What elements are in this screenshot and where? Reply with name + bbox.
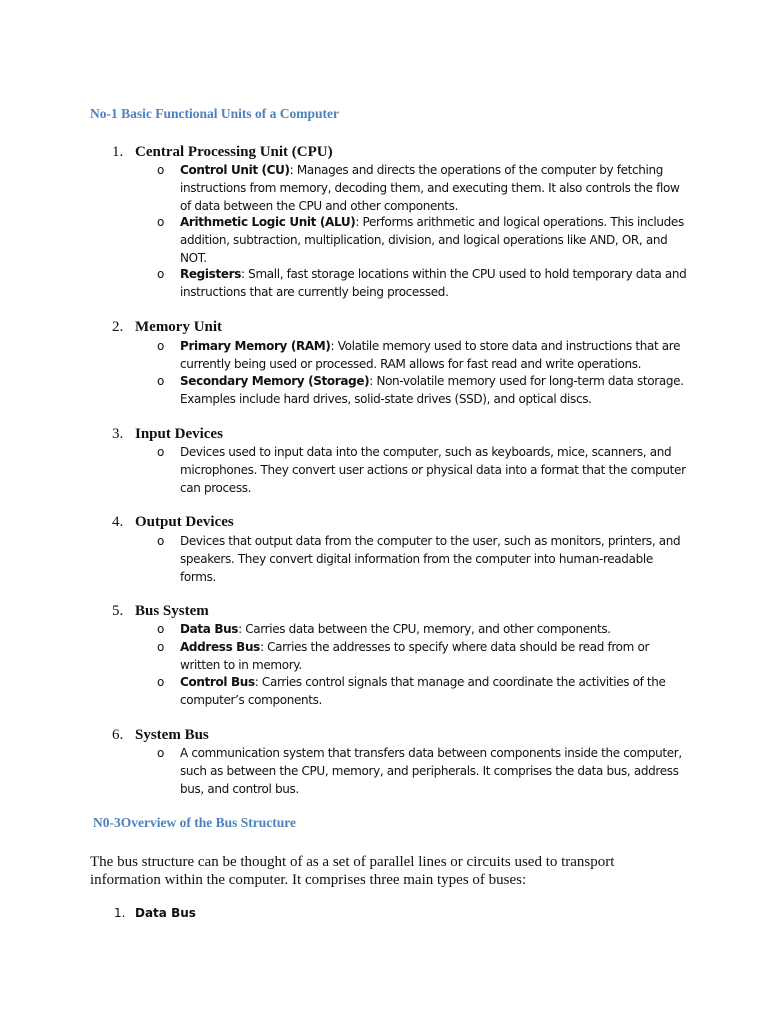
bullet-icon: o — [157, 215, 164, 229]
item-text: : Carries the addresses to specify where data should be read from or written to in memory. — [180, 640, 650, 672]
section-number: 5. — [112, 603, 124, 619]
item-term: Secondary Memory (Storage) — [180, 374, 370, 388]
bullet-icon: o — [157, 534, 164, 548]
item-label: Data Bus — [135, 906, 196, 920]
item-text: Devices used to input data into the computer, such as keyboards, mice, scanners, and microphones. They convert user actions or physical data into a format that the computer can process. — [180, 445, 686, 495]
item-text: : Volatile memory used to store data and instructions that are currently being used or processed. RAM allows for fast read and write operations. — [180, 339, 681, 371]
section-title-text: Bus System — [135, 603, 209, 619]
item-term: Arithmetic Logic Unit (ALU) — [180, 215, 356, 229]
section-number: 4. — [112, 514, 124, 530]
list-item — [157, 161, 687, 215]
item-text: : Small, fast storage locations within the CPU used to hold temporary data and instructions that are currently being processed. — [180, 267, 687, 299]
section-title-text: Input Devices — [135, 426, 223, 442]
section-number: 1. — [112, 144, 124, 160]
list-item — [157, 620, 687, 638]
section-number: 6. — [112, 727, 124, 743]
item-term: Data Bus — [180, 622, 239, 636]
bullet-icon: o — [157, 339, 164, 353]
item-text: : Manages and directs the operations of the computer by fetching instructions from memory, decoding them, and executing them. It also controls the flow of data between the CPU and other components. — [180, 163, 680, 213]
section-number: 3. — [112, 426, 124, 442]
item-text: A communication system that transfers data between components inside the computer, such as between the CPU, memory, and peripherals. It comprises the data bus, address bus, and control bus. — [180, 746, 682, 796]
section-title-memory — [112, 319, 222, 336]
numbered-item-data-bus — [114, 906, 196, 920]
section-number: 2. — [112, 319, 124, 335]
item-term: Control Unit (CU) — [180, 163, 290, 177]
heading-bus-structure-overview: N0-3Overview of the Bus Structure — [93, 815, 296, 830]
list-item — [157, 337, 687, 373]
bus-structure-paragraph: The bus structure can be thought of as a set of parallel lines or circuits used to transport information within the computer. It comprises three main types of buses: — [90, 854, 615, 888]
bullet-icon: o — [157, 374, 164, 388]
item-term: Control Bus — [180, 675, 255, 689]
item-term: Registers — [180, 267, 242, 281]
bullet-icon: o — [157, 267, 164, 281]
section-title-system-bus — [112, 727, 209, 744]
bullet-icon: o — [157, 622, 164, 636]
item-term: Primary Memory (RAM) — [180, 339, 331, 353]
section-title-text: Output Devices — [135, 514, 234, 530]
item-term: Address Bus — [180, 640, 260, 654]
item-text: : Carries control signals that manage and coordinate the activities of the computer’s components. — [180, 675, 666, 707]
list-item — [157, 372, 687, 408]
heading-basic-functional-units: No-1 Basic Functional Units of a Computer — [90, 106, 339, 121]
list-item — [157, 265, 687, 301]
section-title-input-devices — [112, 426, 223, 443]
section-title-text: System Bus — [135, 727, 209, 743]
bullet-icon: o — [157, 445, 164, 459]
item-text: : Non-volatile memory used for long-term data storage. Examples include hard drives, solid-state drives (SSD), and optical discs. — [180, 374, 684, 406]
item-number: 1. — [114, 906, 126, 920]
list-item — [157, 213, 687, 267]
section-title-output-devices — [112, 514, 234, 531]
bullet-icon: o — [157, 746, 164, 760]
section-title-text: Central Processing Unit (CPU) — [135, 144, 333, 160]
list-item — [157, 532, 687, 586]
section-title-text: Memory Unit — [135, 319, 223, 335]
list-item — [157, 638, 687, 674]
bullet-icon: o — [157, 163, 164, 177]
item-text: : Performs arithmetic and logical operations. This includes addition, subtraction, multiplication, division, and logical operations like AND, OR, and NOT. — [180, 215, 684, 265]
list-item — [157, 744, 687, 798]
item-text: Devices that output data from the computer to the user, such as monitors, printers, and speakers. They convert digital information from the computer into human-readable forms. — [180, 534, 681, 584]
bullet-icon: o — [157, 675, 164, 689]
bullet-icon: o — [157, 640, 164, 654]
section-title-cpu — [112, 144, 333, 161]
list-item — [157, 443, 687, 497]
list-item — [157, 673, 687, 709]
item-text: : Carries data between the CPU, memory, and other components. — [238, 622, 611, 636]
section-title-bus-system — [112, 603, 209, 620]
